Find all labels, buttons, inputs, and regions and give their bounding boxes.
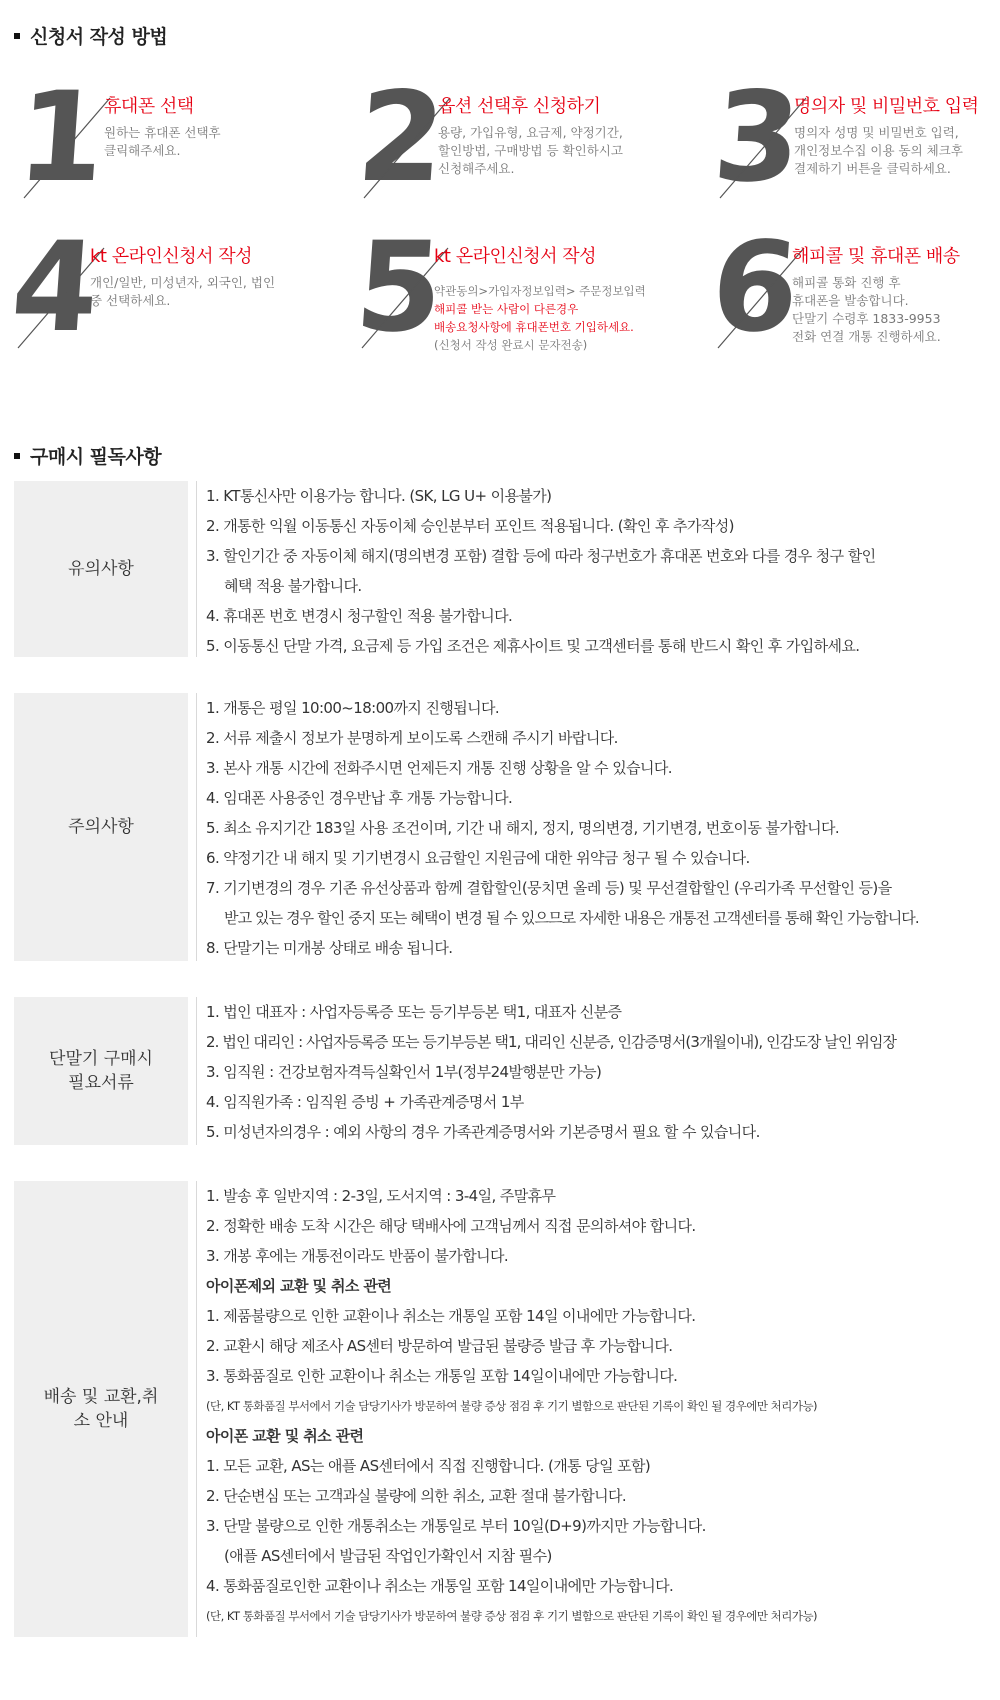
notice-items <box>206 481 986 661</box>
notice-item: 1. 발송 후 일반지역 : 2-3일, 도서지역 : 3-4일, 주말휴무 <box>206 1187 556 1205</box>
square-bullet-icon <box>14 33 20 39</box>
step-4 <box>6 216 332 380</box>
step-desc-line: 전화 연결 개통 진행하세요. <box>792 329 941 344</box>
step-desc-line: (신청서 작성 완료시 문자전송) <box>434 338 588 352</box>
notice-item: 6. 약정기간 내 해지 및 기기변경시 요금할인 지원금에 대한 위약금 청구 될 수 있습니다. <box>206 849 750 867</box>
step-desc-line: 단말기 수령후 1833-9953 <box>792 311 941 326</box>
notice-divider <box>196 1181 197 1637</box>
notice-item: 1. 개통은 평일 10:00~18:00까지 진행됩니다. <box>206 699 500 717</box>
notice-item: 4. 통화품질로인한 교환이나 취소는 개통일 포함 14일이내에만 가능합니다. <box>206 1577 674 1595</box>
notice-item: 5. 최소 유지기간 183일 사용 조건이며, 기간 내 해지, 정지, 명의변경, 기기변경, 번호이동 불가합니다. <box>206 819 840 837</box>
notice-items <box>206 997 986 1147</box>
step-number: 6 <box>706 216 796 360</box>
step-3 <box>708 66 1000 230</box>
step-number: 4 <box>6 216 96 360</box>
step-desc-line: 해피콜 통화 진행 후 <box>792 275 901 290</box>
notice-block-shipping-exchange <box>14 1181 986 1637</box>
step-desc-line: 클릭해주세요. <box>104 143 181 158</box>
notice-subheading: 아이폰 교환 및 취소 관련 <box>206 1427 364 1445</box>
section-title-text: 구매시 필독사항 <box>30 446 162 468</box>
section-title-text: 신청서 작성 방법 <box>30 26 168 48</box>
step-desc-line: 개인정보수집 이용 동의 체크후 <box>794 143 963 158</box>
notice-label-text: 단말기 구매시 필요서류 <box>49 1049 153 1093</box>
notice-item: 4. 임대폰 사용중인 경우반납 후 개통 가능합니다. <box>206 789 513 807</box>
notice-label-text: 배송 및 교환,취소 안내 <box>43 1387 159 1431</box>
notice-label: 주의사항 <box>14 693 188 961</box>
step-title: 옵션 선택후 신청하기 <box>438 96 601 117</box>
notice-item: 3. 본사 개통 시간에 전화주시면 언제든지 개통 진행 상황을 알 수 있습니다. <box>206 759 672 777</box>
step-description <box>794 124 963 178</box>
step-desc-line: 신청해주세요. <box>438 161 515 176</box>
step-description <box>104 124 221 160</box>
step-1 <box>12 66 338 230</box>
section-title-application-guide <box>14 22 167 49</box>
notice-items <box>206 693 986 963</box>
step-number: 2 <box>352 66 442 210</box>
notice-footnote: (단, KT 통화품질 부서에서 기술 담당기사가 방문하여 불량 증상 점검 후 기기 별함으로 판단된 기록이 확인 될 경우에만 처리가능) <box>206 1399 818 1413</box>
notice-item: 7. 기기변경의 경우 기존 유선상품과 함께 결합할인(뭉치면 올레 등) 및 무선결합할인 (우리가족 무선할인 등)을 <box>206 879 892 897</box>
step-title: kt 온라인신청서 작성 <box>90 246 253 267</box>
step-title: 해피콜 및 휴대폰 배송 <box>792 246 960 267</box>
notice-item: 3. 단말 불량으로 인한 개통취소는 개통일로 부터 10일(D+9)까지만 가능합니다. <box>206 1517 706 1535</box>
step-description <box>438 124 623 178</box>
notice-item: 1. 모든 교환, AS는 애플 AS센터에서 직접 진행합니다. (개통 당일 포함) <box>206 1457 651 1475</box>
step-6 <box>706 216 1000 380</box>
notice-block-warnings <box>14 693 986 961</box>
notice-label: 유의사항 <box>14 481 188 657</box>
notice-item: 1. 법인 대표자 : 사업자등록증 또는 등기부등본 택1, 대표자 신분증 <box>206 1003 622 1021</box>
step-desc-line-highlight: 배송요청사항에 휴대폰번호 기입하세요. <box>434 320 634 334</box>
notice-item: 2. 법인 대리인 : 사업자등록증 또는 등기부등본 택1, 대리인 신분증, 인감증명서(3개월이내), 인감도장 날인 위임장 <box>206 1033 897 1051</box>
notice-divider <box>196 997 197 1145</box>
step-desc-line: 결제하기 버튼을 클릭하세요. <box>794 161 951 176</box>
step-number: 1 <box>12 66 102 210</box>
notice-item: 4. 임직원가족 : 임직원 증빙 + 가족관계증명서 1부 <box>206 1093 524 1111</box>
step-desc-line: 명의자 성명 및 비밀번호 입력, <box>794 125 959 140</box>
notice-block-cautions <box>14 481 986 657</box>
notice-item: 5. 이동통신 단말 가격, 요금제 등 가입 조건은 제휴사이트 및 고객센터를 통해 반드시 확인 후 가입하세요. <box>206 637 860 655</box>
step-description <box>792 274 941 346</box>
step-desc-line: 용량, 가입유형, 요금제, 약정기간, <box>438 125 623 140</box>
section-title-purchase-notice <box>14 442 161 469</box>
notice-divider <box>196 693 197 961</box>
notice-item: 2. 개통한 익월 이동통신 자동이체 승인분부터 포인트 적용됩니다. (확인 후 추가작성) <box>206 517 734 535</box>
notice-label <box>14 1181 188 1637</box>
notice-block-required-documents <box>14 997 986 1145</box>
step-5 <box>350 216 676 380</box>
notice-divider <box>196 481 197 657</box>
notice-item: 2. 서류 제출시 정보가 분명하게 보이도록 스캔해 주시기 바랍니다. <box>206 729 618 747</box>
step-number: 5 <box>350 216 440 360</box>
notice-item: 2. 교환시 해당 제조사 AS센터 방문하여 발급된 불량증 발급 후 가능합니다. <box>206 1337 673 1355</box>
square-bullet-icon <box>14 453 20 459</box>
notice-item: 2. 정확한 배송 도착 시간은 해당 택배사에 고객님께서 직접 문의하셔야 합니다. <box>206 1217 696 1235</box>
notice-item: 2. 단순변심 또는 고객과실 불량에 의한 취소, 교환 절대 불가합니다. <box>206 1487 627 1505</box>
step-desc-line: 중 선택하세요. <box>90 293 171 308</box>
notice-item: 3. 통화품질로 인한 교환이나 취소는 개통일 포함 14일이내에만 가능합니다. <box>206 1367 678 1385</box>
step-desc-line-highlight: 해피콜 받는 사람이 다른경우 <box>434 302 579 316</box>
notice-item: 3. 임직원 : 건강보험자격득실확인서 1부(정부24발행분만 가능) <box>206 1063 602 1081</box>
notice-item: 4. 휴대폰 번호 변경시 청구할인 적용 불가합니다. <box>206 607 513 625</box>
step-desc-line: 약관동의>가입자정보입력> 주문정보입력 <box>434 284 646 298</box>
notice-item: 3. 할인기간 중 자동이체 해지(명의변경 포함) 결합 등에 따라 청구번호가 휴대폰 번호와 다를 경우 청구 할인 <box>206 547 876 565</box>
notice-item: 1. 제품불량으로 인한 교환이나 취소는 개통일 포함 14일 이내에만 가능합니다. <box>206 1307 696 1325</box>
step-number: 3 <box>708 66 798 210</box>
step-description <box>434 282 646 354</box>
step-title: kt 온라인신청서 작성 <box>434 246 597 267</box>
notice-item: 1. KT통신사만 이용가능 합니다. (SK, LG U+ 이용불가) <box>206 487 552 505</box>
notice-item: 혜택 적용 불가합니다. <box>224 577 362 595</box>
step-2 <box>352 66 678 230</box>
step-desc-line: 개인/일반, 미성년자, 외국인, 법인 <box>90 275 276 290</box>
slash-line-icon <box>22 90 112 200</box>
notice-item: 3. 개봉 후에는 개통전이라도 반품이 불가합니다. <box>206 1247 509 1265</box>
notice-subheading: 아이폰제외 교환 및 취소 관련 <box>206 1277 392 1295</box>
step-title: 휴대폰 선택 <box>104 96 194 117</box>
step-desc-line: 원하는 휴대폰 선택후 <box>104 125 221 140</box>
step-title: 명의자 및 비밀번호 입력 <box>794 96 979 117</box>
notice-item: 5. 미성년자의경우 : 예외 사항의 경우 가족관계증명서와 기본증명서 필요 할 수 있습니다. <box>206 1123 760 1141</box>
notice-label <box>14 997 188 1145</box>
notice-item: 받고 있는 경우 할인 중지 또는 혜택이 변경 될 수 있으므로 자세한 내용은 개통전 고객센터를 통해 확인 가능합니다. <box>224 909 919 927</box>
notice-item: 8. 단말기는 미개봉 상태로 배송 됩니다. <box>206 939 453 957</box>
notice-items <box>206 1181 986 1631</box>
notice-footnote: (단, KT 통화품질 부서에서 기술 담당기사가 방문하여 불량 증상 점검 후 기기 별함으로 판단된 기록이 확인 될 경우에만 처리가능) <box>206 1609 818 1623</box>
step-description <box>90 274 275 310</box>
step-desc-line: 할인방법, 구매방법 등 확인하시고 <box>438 143 623 158</box>
notice-item: (애플 AS센터에서 발급된 작업인가확인서 지참 필수) <box>224 1547 552 1565</box>
step-desc-line: 휴대폰을 발송합니다. <box>792 293 909 308</box>
